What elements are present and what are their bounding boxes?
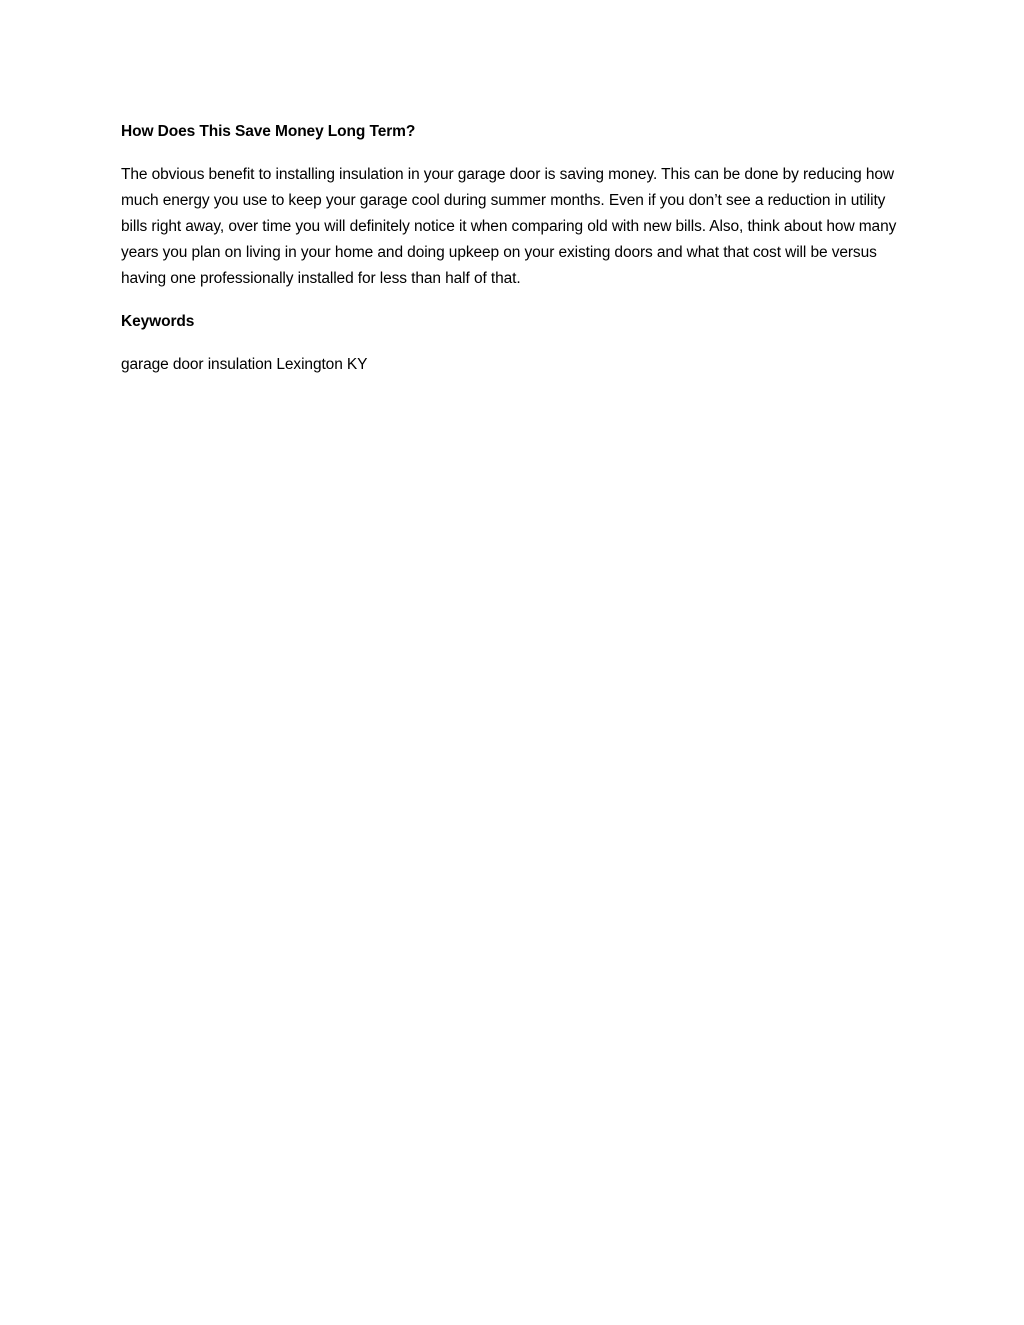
section-heading-keywords: Keywords [121,313,195,330]
keywords-text: garage door insulation Lexington KY [121,356,368,373]
section-body-savings: The obvious benefit to installing insulation in your garage door is saving money. This can be done by reducing how much energy you use to keep your garage cool during summer months. Even if you don’t see a reduction in utility bills right away, over time you will definitely notice it when comparing old with new bills. Also, think about how many years you plan on living in your home and doing upkeep on your existing doors and what that cost will be versus having one professionally installed for less than half of that. [121,166,897,287]
section-heading-savings: How Does This Save Money Long Term? [121,123,416,140]
document-content [121,120,901,378]
